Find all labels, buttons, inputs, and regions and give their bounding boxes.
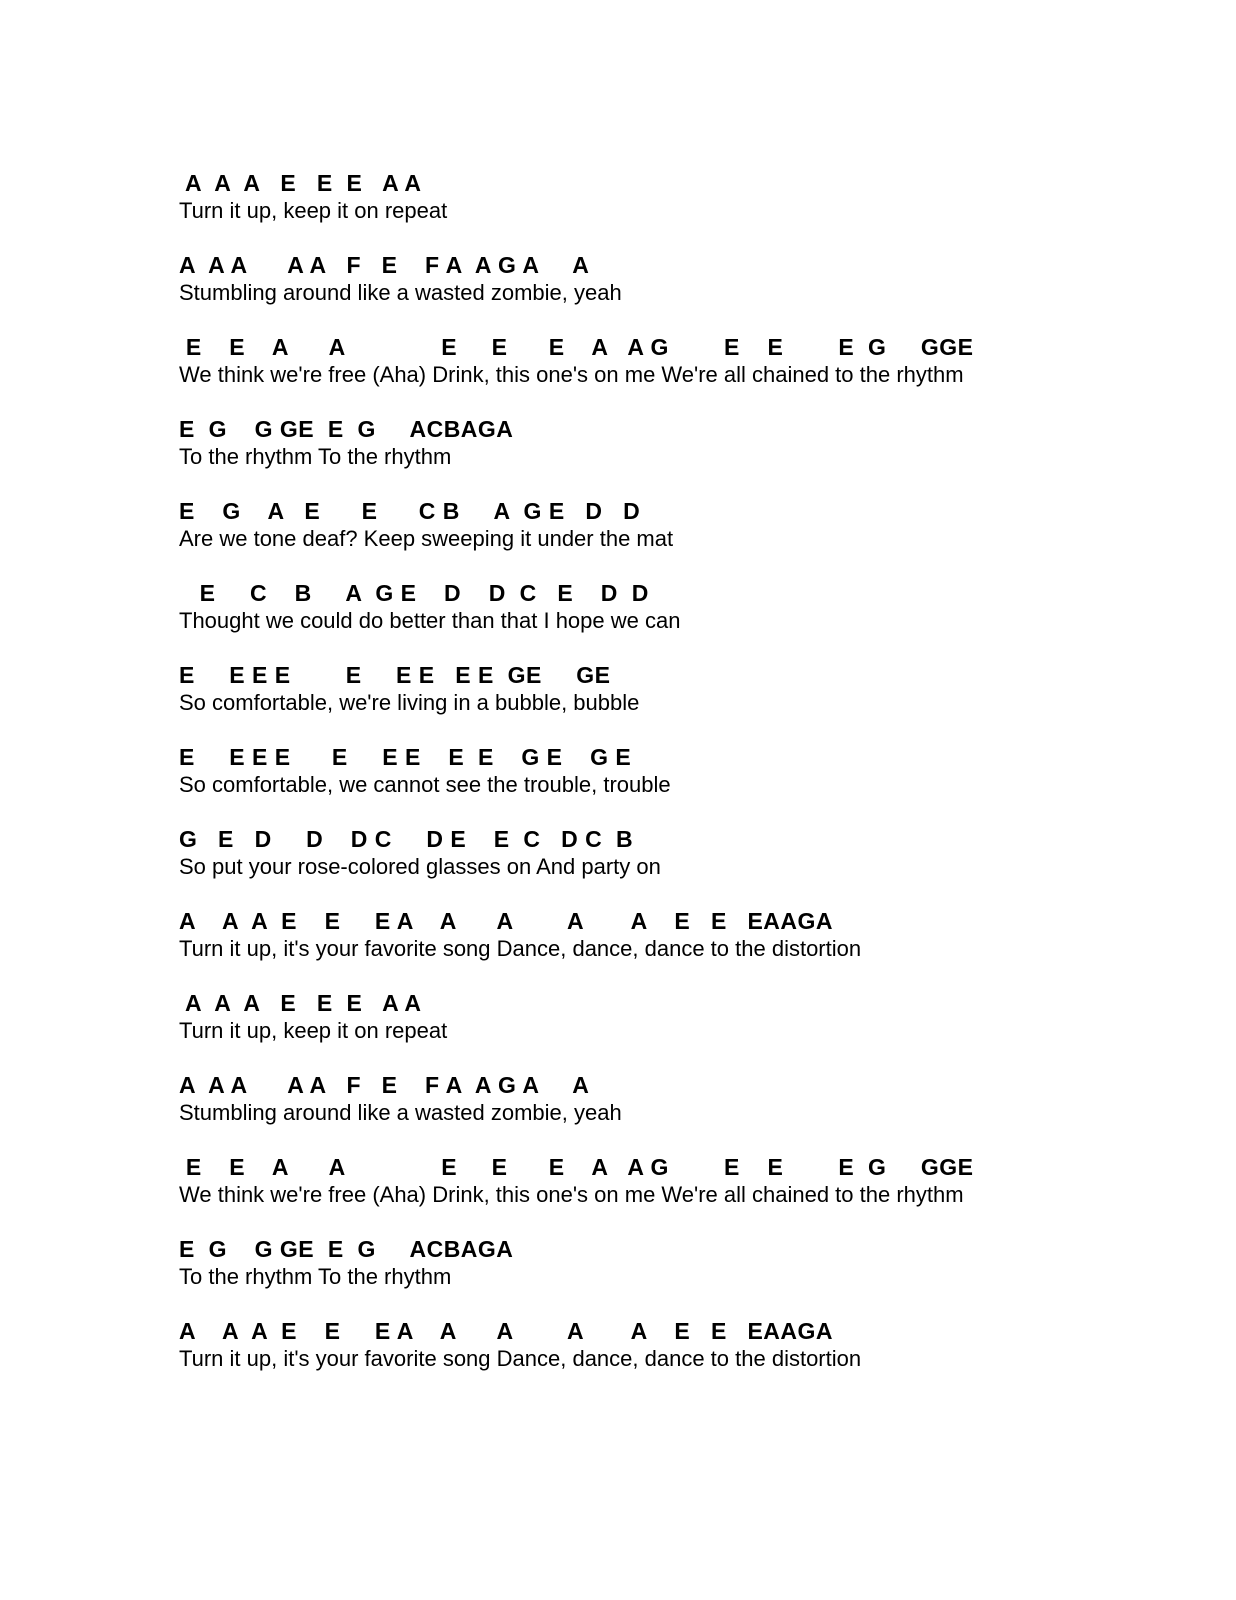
lyric-line: Are we tone deaf? Keep sweeping it under the mat: [179, 526, 674, 551]
stanza: [179, 743, 1179, 825]
note-line: G E D D D C D E E C D C B: [179, 826, 634, 852]
note-line: A A A E E E A A: [179, 990, 422, 1016]
lyric-line: Stumbling around like a wasted zombie, yeah: [179, 280, 622, 305]
lyric-line: Stumbling around like a wasted zombie, yeah: [179, 1100, 622, 1125]
lyric-line: We think we're free (Aha) Drink, this one's on me We're all chained to the rhythm: [179, 362, 964, 387]
lyric-line: Turn it up, it's your favorite song Dance, dance, dance to the distortion: [179, 936, 862, 961]
lyric-line: So put your rose-colored glasses on And party on: [179, 854, 661, 879]
stanza: [179, 1235, 1179, 1317]
note-line: E E E E E E E E E GE GE: [179, 662, 611, 688]
lyric-line: We think we're free (Aha) Drink, this one's on me We're all chained to the rhythm: [179, 1182, 964, 1207]
stanza: [179, 1317, 1179, 1399]
note-line: E C B A G E D D C E D D: [179, 580, 649, 606]
stanza: [179, 661, 1179, 743]
lyric-line: To the rhythm To the rhythm: [179, 444, 452, 469]
stanza: [179, 579, 1179, 661]
stanza: [179, 825, 1179, 907]
lyric-line: Turn it up, it's your favorite song Dance, dance, dance to the distortion: [179, 1346, 862, 1371]
note-line: E G G GE E G ACBAGA: [179, 416, 514, 442]
note-line: A A A E E E A A: [179, 170, 422, 196]
note-line: A A A E E E A A A A A E E EAAGA: [179, 908, 834, 934]
stanza: [179, 333, 1179, 415]
note-line: E E A A E E E A A G E E E G GGE: [179, 334, 974, 360]
stanza: [179, 169, 1179, 251]
lyric-line: Thought we could do better than that I hope we can: [179, 608, 681, 633]
note-line: A A A A A F E F A A G A A: [179, 252, 590, 278]
note-line: E E A A E E E A A G E E E G GGE: [179, 1154, 974, 1180]
stanza: [179, 251, 1179, 333]
lyric-line: To the rhythm To the rhythm: [179, 1264, 452, 1289]
note-line: A A A E E E A A A A A E E EAAGA: [179, 1318, 834, 1344]
stanza: [179, 1071, 1179, 1153]
note-line: E G A E E C B A G E D D: [179, 498, 641, 524]
song-sheet: [179, 169, 1179, 1399]
stanza: [179, 989, 1179, 1071]
lyric-line: Turn it up, keep it on repeat: [179, 198, 448, 223]
note-line: E E E E E E E E E G E G E: [179, 744, 632, 770]
stanza: [179, 1153, 1179, 1235]
lyric-line: So comfortable, we're living in a bubble, bubble: [179, 690, 640, 715]
stanza: [179, 497, 1179, 579]
lyric-line: So comfortable, we cannot see the trouble, trouble: [179, 772, 671, 797]
note-line: E G G GE E G ACBAGA: [179, 1236, 514, 1262]
stanza: [179, 907, 1179, 989]
lyric-line: Turn it up, keep it on repeat: [179, 1018, 448, 1043]
stanza: [179, 415, 1179, 497]
note-line: A A A A A F E F A A G A A: [179, 1072, 590, 1098]
